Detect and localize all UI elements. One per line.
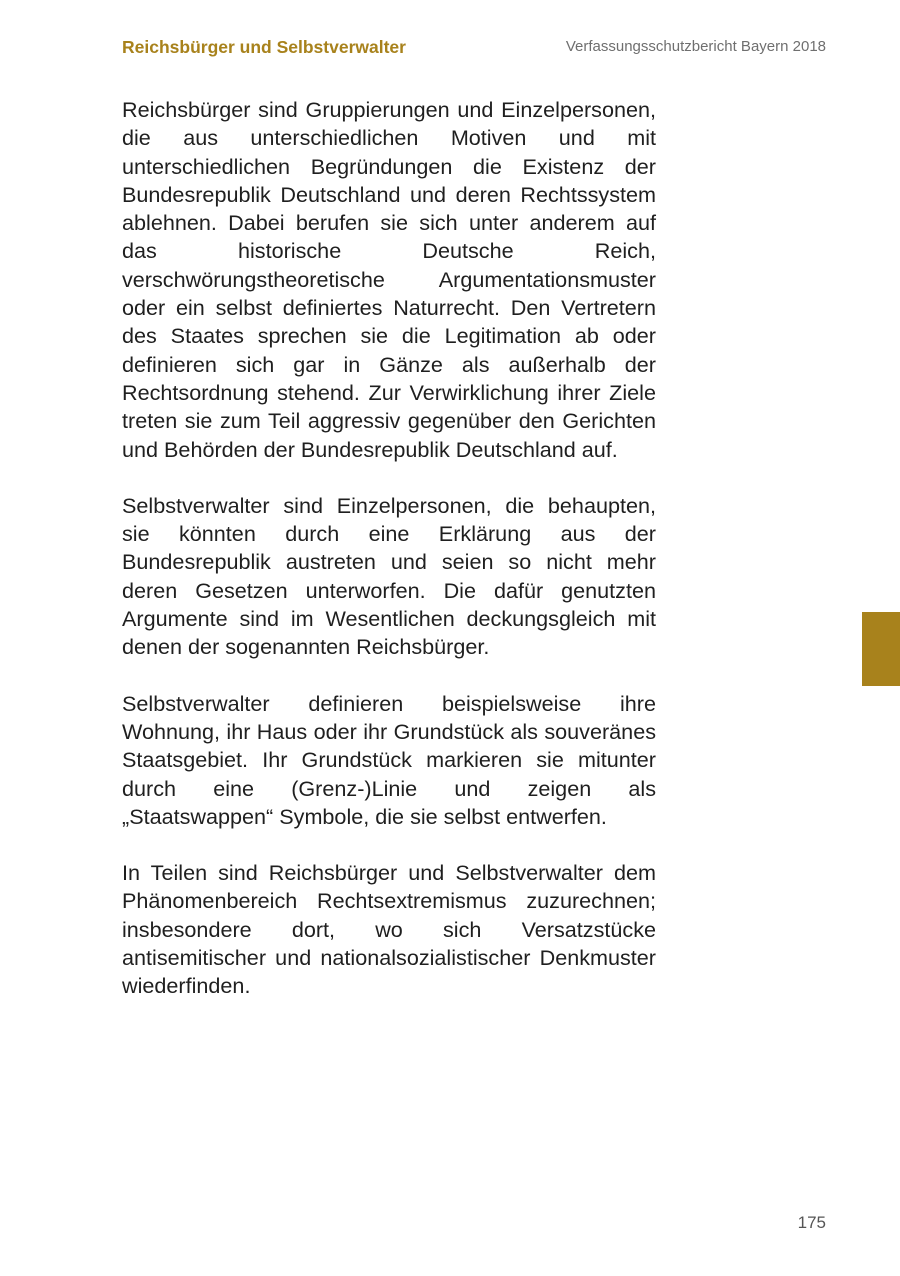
body-text	[122, 96, 656, 1029]
report-title: Verfassungsschutzbericht Bayern 2018	[565, 38, 826, 55]
paragraph-selbstverwalter-examples: Selbstverwalter definieren beispielsweise ihre Wohnung, ihr Haus oder ihr Grundstück als souveränes Staatsgebiet. Ihr Grundstück markieren sie mitunter durch eine (Grenz-)Linie und zeigen als „Staatswappen“ Symbole, die sie selbst entwerfen.	[122, 690, 656, 829]
paragraph-reichsbuerger-definition: Reichsbürger sind Gruppierungen und Einzelpersonen, die aus unterschiedlichen Motiven und mit unterschiedlichen Begründungen die Existenz der Bundesrepublik Deutschland und deren Rechtssystem ablehnen. Dabei berufen sie sich unter anderem auf das historische Deutsche Reich, verschwörungstheoretische Argumentationsmuster oder ein selbst definiertes Naturrecht. Den Vertretern des Staates sprechen sie die Legitimation ab oder definieren sich gar in Gänze als außerhalb der Rechtsordnung stehend. Zur Verwirklichung ihrer Ziele treten sie zum Teil aggressiv gegenüber den Gerichten und Behörden der Bundesrepublik Deutschland auf.	[122, 97, 656, 462]
chapter-tab-marker	[862, 612, 900, 686]
paragraph-selbstverwalter-definition: Selbstverwalter sind Einzelpersonen, die behaupten, sie könnten durch eine Erklärung aus der Bundesrepublik austreten und seien so nicht mehr deren Gesetzen unterworfen. Die dafür genutzten Argumente sind im Wesentlichen deckungsgleich mit denen der sogenannten Reichsbürger.	[122, 492, 656, 660]
page-number: 175	[797, 1213, 826, 1232]
chapter-title: Reichsbürger und Selbstverwalter	[122, 37, 406, 57]
paragraph-rechtsextremismus: In Teilen sind Reichsbürger und Selbstverwalter dem Phänomenbereich Rechtsextremismus zuzurechnen; insbesondere dort, wo sich Versatzstücke antisemitischer und nationalsozialistischer Denkmuster wiederfinden.	[122, 860, 656, 999]
